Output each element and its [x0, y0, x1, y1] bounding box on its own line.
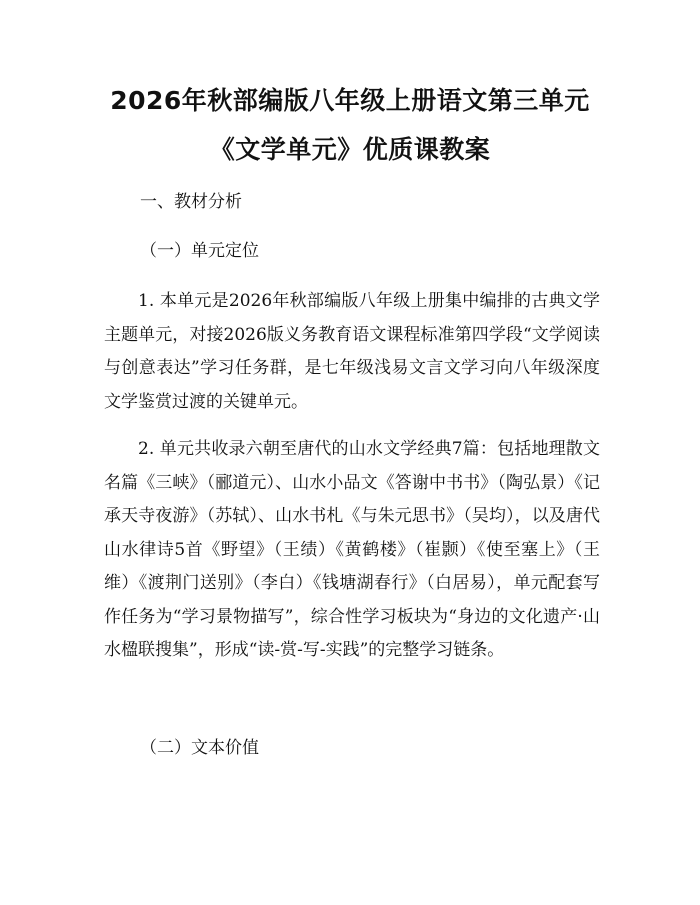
section-heading-textbook-analysis: 一、教材分析: [140, 192, 242, 212]
subsection-heading-unit-positioning: （一）单元定位: [140, 241, 259, 261]
document-title-line-2: 《文学单元》优质课教案: [209, 135, 491, 164]
document-title-line-1: 2026年秋部编版八年级上册语文第三单元: [110, 86, 590, 115]
subsection-heading-text-value: （二）文本价值: [140, 738, 259, 758]
paragraph-unit-contents: 2. 单元共收录六朝至唐代的山水文学经典7篇：包括地理散文名篇《三峡》（郦道元）、山水小品文《答谢中书书》（陶弘景）《记承天寺夜游》（苏轼）、山水书札《与朱元思书》（吴均），以及唐代山水律诗5首《野望》（王绩）《黄鹤楼》（崔颢）《使至塞上》（王维）《渡荆门送别》（李白）《钱塘湖春行》（白居易），单元配套写作任务为“学习景物描写”，综合性学习板块为“身边的文化遗产·山水楹联搜集”，形成“读-赏-写-实践”的完整学习链条。: [104, 439, 600, 660]
paragraph-unit-positioning: 1. 本单元是2026年秋部编版八年级上册集中编排的古典文学主题单元，对接2026版义务教育语文课程标准第四学段“文学阅读与创意表达”学习任务群，是七年级浅易文言文学习向八年级深度文学鉴赏过渡的关键单元。: [104, 291, 600, 412]
